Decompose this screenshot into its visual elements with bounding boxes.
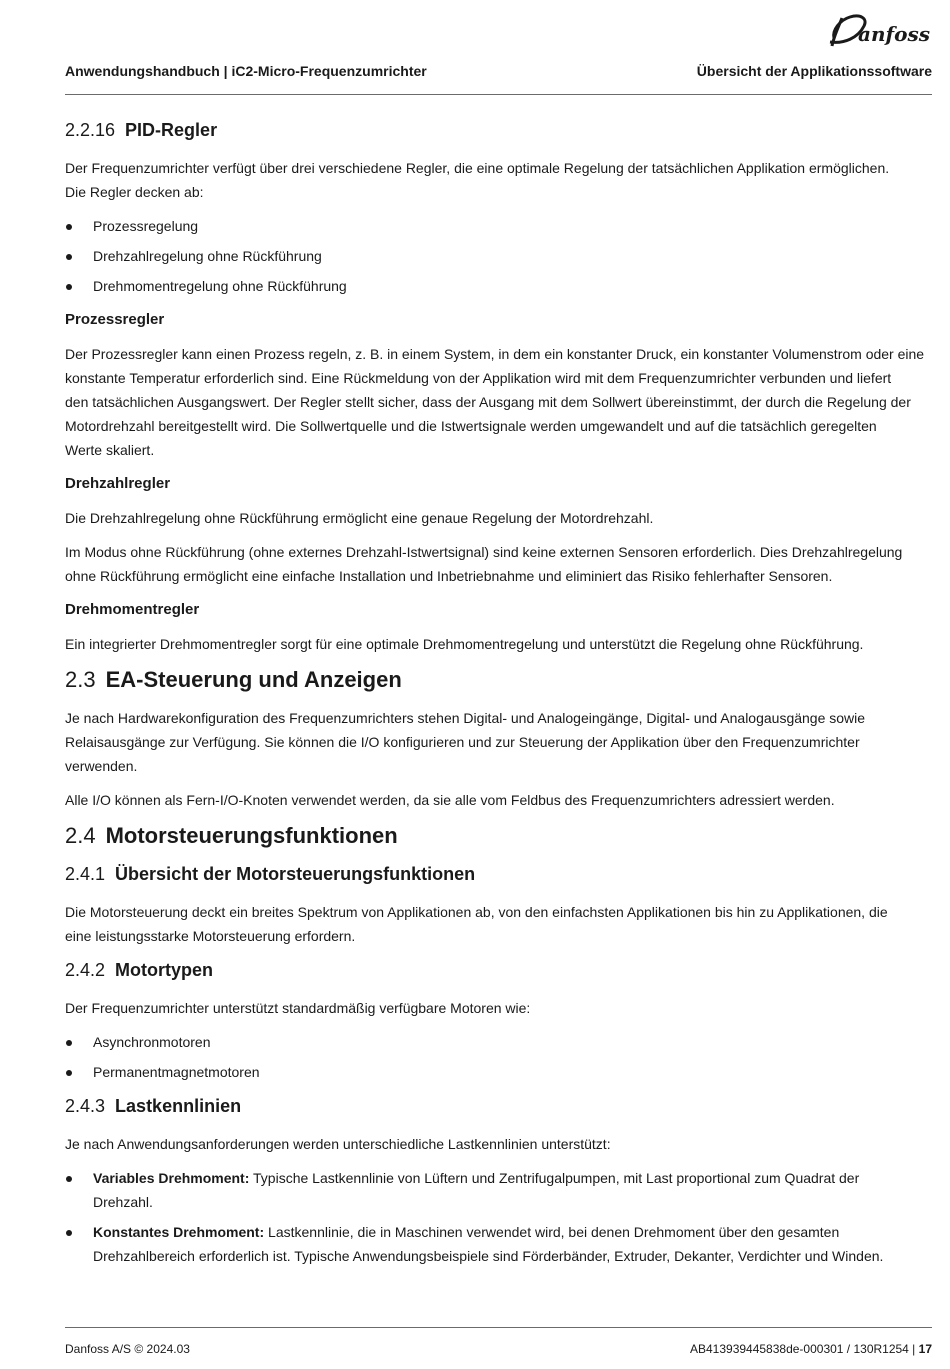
paragraph: Je nach Anwendungsanforderungen werden unterschiedliche Lastkennlinien unterstützt: — [65, 1136, 611, 1152]
main-content — [65, 112, 925, 1278]
list-item-label: Konstantes Drehmoment: — [93, 1224, 265, 1240]
text-line: verwenden. — [65, 758, 138, 774]
list-item — [65, 214, 925, 238]
text-line: Drehzahlbereich erforderlich ist. Typische Anwendungsbeispiele sind Förderbänder, Extruder, Dekanter, Verdichter und Winden. — [93, 1248, 884, 1264]
text-line: Motordrehzahl bereitgestellt wird. Die Sollwertquelle und die Istwertsignale werden umgewandelt und auf die tatsächlich geregelten — [65, 418, 877, 434]
text-line: Typische Lastkennlinie von Lüftern und Zentrifugalpumpen, mit Last proportional zum Quadrat der — [249, 1170, 860, 1186]
paragraph — [65, 706, 925, 778]
list-item-text: Drehmomentregelung ohne Rückführung — [93, 278, 347, 294]
list-item-text: Permanentmagnetmotoren — [93, 1064, 260, 1080]
text-line: Der Frequenzumrichter verfügt über drei verschiedene Regler, die eine optimale Regelung der tatsächlichen Applikation ermöglichen. — [65, 160, 890, 176]
section-title: Übersicht der Motorsteuerungsfunktionen — [115, 864, 476, 884]
list-item — [65, 1166, 925, 1214]
bullet-list — [65, 1030, 925, 1084]
bullet-icon — [66, 284, 72, 290]
header-document-title: Anwendungshandbuch | iC2-Micro-Frequenzumrichter — [65, 63, 427, 79]
section-number: 2.4.3 — [65, 1096, 106, 1116]
text-line: Der Prozessregler kann einen Prozess regeln, z. B. in einem System, in dem ein konstanter Druck, ein konstanter Volumenstrom oder eine — [65, 346, 925, 362]
section-number: 2.3 — [65, 667, 96, 692]
section-title: Motortypen — [115, 960, 214, 980]
section-heading-2-4 — [65, 822, 925, 850]
subheading-drehzahlregler: Drehzahlregler — [65, 475, 171, 492]
list-item — [65, 274, 925, 298]
paragraph: Der Frequenzumrichter unterstützt standardmäßig verfügbare Motoren wie: — [65, 1000, 531, 1016]
text-line: den tatsächlichen Ausgangswert. Der Regler stellt sicher, dass der Ausgang mit dem Sollwert übereinstimmt, der durch die Regelung der — [65, 394, 911, 410]
section-title: PID-Regler — [125, 120, 218, 140]
text-line: ohne Rückführung ermöglicht eine einfache Installation und Inbetriebnahme und eliminiert das Risiko fehlerhafter Sensoren. — [65, 568, 833, 584]
header-divider — [65, 94, 932, 95]
list-item — [65, 1060, 925, 1084]
section-heading-2-4-1 — [65, 862, 925, 886]
list-item-text: Drehzahlregelung ohne Rückführung — [93, 248, 322, 264]
bullet-icon — [66, 224, 72, 230]
footer-divider — [65, 1327, 932, 1328]
bullet-list — [65, 214, 925, 298]
footer-document-id — [690, 1342, 932, 1356]
paragraph — [65, 540, 925, 588]
svg-text:anfoss: anfoss — [858, 22, 930, 46]
text-line: konstante Temperatur erforderlich sind. Eine Rückmeldung von der Applikation wird mit dem Frequenzumrichter verbunden und liefert — [65, 370, 892, 386]
list-item-label: Variables Drehmoment: — [93, 1170, 250, 1186]
subheading-drehmomentregler: Drehmomentregler — [65, 601, 200, 618]
danfoss-logo — [824, 8, 932, 52]
section-heading-2-4-2 — [65, 958, 925, 982]
text-line: Lastkennlinie, die in Maschinen verwendet wird, bei denen Drehmoment über den gesamten — [264, 1224, 840, 1240]
text-line: Im Modus ohne Rückführung (ohne externes Drehzahl-Istwertsignal) sind keine externen Sensoren erforderlich. Dies Drehzahlregelung — [65, 544, 903, 560]
section-title: Motorsteuerungsfunktionen — [105, 823, 398, 848]
section-number: 2.4.2 — [65, 960, 106, 980]
paragraph: Ein integrierter Drehmomentregler sorgt für eine optimale Drehmomentregelung und unterstützt die Regelung ohne Rückführung. — [65, 636, 864, 652]
text-line: eine leistungsstarke Motorsteuerung erfordern. — [65, 928, 356, 944]
text-line: Drehzahl. — [93, 1194, 153, 1210]
text-line: Werte skaliert. — [65, 442, 155, 458]
paragraph — [65, 156, 925, 204]
section-number: 2.2.16 — [65, 120, 116, 140]
section-heading-2-4-3 — [65, 1094, 925, 1118]
list-item — [65, 1030, 925, 1054]
bullet-icon — [66, 1040, 72, 1046]
footer-copyright: Danfoss A/S © 2024.03 — [65, 1342, 190, 1356]
subheading-prozessregler: Prozessregler — [65, 311, 165, 328]
text-line: Die Regler decken ab: — [65, 184, 204, 200]
list-item — [65, 1220, 925, 1268]
text-line: Die Motorsteuerung deckt ein breites Spektrum von Applikationen ab, von den einfachsten Applikationen bis hin zu Applikationen, die — [65, 904, 888, 920]
list-item-text: Prozessregelung — [93, 218, 199, 234]
bullet-icon — [66, 1070, 72, 1076]
text-line: Relaisausgänge zur Verfügung. Sie können die I/O konfigurieren und zur Steuerung der Applikation über den Frequenzumrichter — [65, 734, 860, 750]
header-chapter-title: Übersicht der Applikationssoftware — [696, 63, 932, 79]
section-title: Lastkennlinien — [115, 1096, 242, 1116]
section-heading-2-2-16 — [65, 118, 925, 142]
section-number: 2.4 — [65, 823, 96, 848]
bullet-icon — [66, 254, 72, 260]
bullet-icon — [66, 1230, 72, 1236]
list-item-text: Asynchronmotoren — [93, 1034, 211, 1050]
paragraph — [65, 342, 925, 462]
paragraph — [65, 900, 925, 948]
section-heading-2-3 — [65, 666, 925, 694]
page-number: 17 — [918, 1342, 932, 1356]
bullet-list — [65, 1166, 925, 1268]
bullet-icon — [66, 1176, 72, 1182]
text-line: Je nach Hardwarekonfiguration des Frequenzumrichters stehen Digital- und Analogeingänge, Digital- und Analogausgänge sowie — [65, 710, 866, 726]
section-title: EA-Steuerung und Anzeigen — [105, 667, 402, 692]
list-item — [65, 244, 925, 268]
section-number: 2.4.1 — [65, 864, 106, 884]
footer-doc-number: AB413939445838de-000301 / 130R1254 | — [689, 1342, 919, 1356]
paragraph: Alle I/O können als Fern-I/O-Knoten verwendet werden, da sie alle vom Feldbus des Frequenzumrichters adressiert werden. — [65, 792, 835, 808]
paragraph: Die Drehzahlregelung ohne Rückführung ermöglicht eine genaue Regelung der Motordrehzahl. — [65, 510, 654, 526]
